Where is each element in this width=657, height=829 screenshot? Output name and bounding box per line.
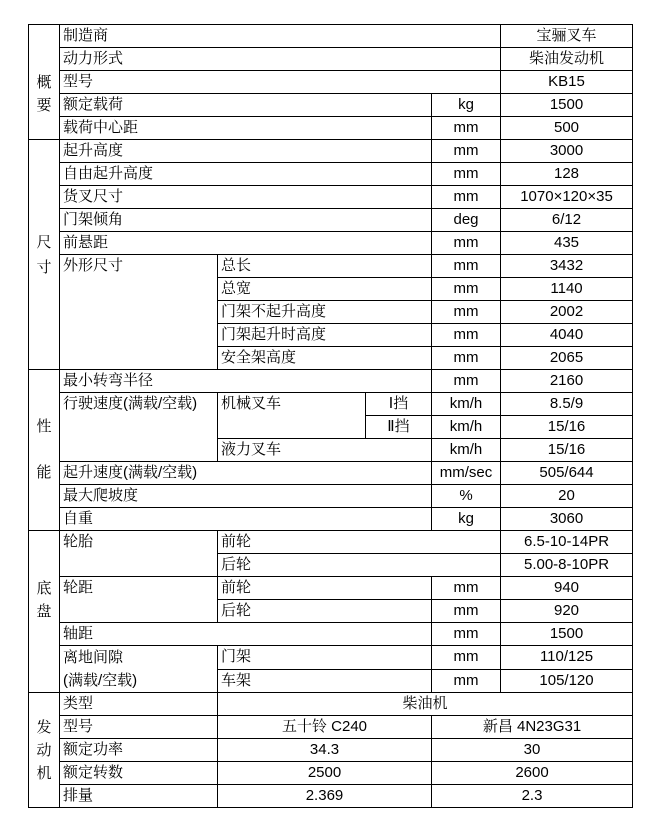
section-label-engine	[29, 693, 60, 808]
gradeability-unit: %	[432, 485, 501, 508]
free-lift-row	[29, 163, 633, 186]
rear-tread-value: 920	[501, 600, 633, 623]
lift-height-unit: mm	[432, 140, 501, 163]
overhead-guard-height-value: 2065	[501, 347, 633, 370]
clearance-frame-value: 105/120	[501, 669, 633, 693]
mast-tilt-row	[29, 209, 633, 232]
engine-type-label: 类型	[60, 693, 218, 716]
model-label: 型号	[60, 71, 501, 94]
overall-dimensions-label: 外形尺寸	[60, 255, 218, 370]
overall-length-label: 总长	[218, 255, 432, 278]
ground-clearance-subtitle: (满载/空载)	[63, 672, 138, 689]
rated-power-row	[29, 739, 633, 762]
model-row	[29, 71, 633, 94]
fork-size-row	[29, 186, 633, 209]
front-tread-label: 前轮	[218, 577, 432, 600]
mast-raised-height-value: 4040	[501, 324, 633, 347]
section-label-dimensions	[29, 140, 60, 370]
wheelbase-value: 1500	[501, 623, 633, 646]
section-label-text: 尺寸	[36, 233, 52, 276]
rated-power-label: 额定功率	[60, 739, 218, 762]
manufacturer-row	[29, 25, 633, 48]
clearance-mast-row	[29, 646, 633, 670]
wheelbase-label: 轴距	[60, 623, 432, 646]
travel-speed-label: 行驶速度(满载/空载)	[60, 393, 218, 462]
mast-lowered-height-value: 2002	[501, 301, 633, 324]
front-tread-value: 940	[501, 577, 633, 600]
tread-label: 轮距	[60, 577, 218, 623]
mast-tilt-label: 门架倾角	[60, 209, 432, 232]
rated-load-value: 1500	[501, 94, 633, 117]
front-overhang-value: 435	[501, 232, 633, 255]
clearance-mast-label: 门架	[218, 646, 432, 670]
mast-raised-height-unit: mm	[432, 324, 501, 347]
manufacturer-label: 制造商	[60, 25, 501, 48]
section-label-text: 发动机	[36, 718, 52, 782]
load-center-unit: mm	[432, 117, 501, 140]
travel-speed-gear1-row	[29, 393, 633, 416]
turning-radius-label: 最小转弯半径	[60, 370, 432, 393]
displacement-label: 排量	[60, 785, 218, 808]
load-center-row	[29, 117, 633, 140]
lift-height-value: 3000	[501, 140, 633, 163]
rated-power-value-1: 34.3	[218, 739, 432, 762]
turning-radius-value: 2160	[501, 370, 633, 393]
lift-height-row	[29, 140, 633, 163]
rear-tread-unit: mm	[432, 600, 501, 623]
free-lift-unit: mm	[432, 163, 501, 186]
gear1-value: 8.5/9	[501, 393, 633, 416]
engine-model-label: 型号	[60, 716, 218, 739]
rated-speed-value-2: 2600	[432, 762, 633, 785]
load-center-value: 500	[501, 117, 633, 140]
power-type-row	[29, 48, 633, 71]
displacement-value-2: 2.3	[432, 785, 633, 808]
lift-speed-label: 起升速度(满载/空载)	[60, 462, 432, 485]
rated-load-label: 额定载荷	[60, 94, 432, 117]
mast-lowered-height-label: 门架不起升高度	[218, 301, 432, 324]
turning-radius-unit: mm	[432, 370, 501, 393]
front-tire-row	[29, 531, 633, 554]
section-label-chassis	[29, 531, 60, 693]
front-tire-value: 6.5-10-14PR	[501, 531, 633, 554]
front-overhang-label: 前悬距	[60, 232, 432, 255]
fork-size-value: 1070×120×35	[501, 186, 633, 209]
spec-table-body	[29, 25, 633, 808]
manufacturer-value: 宝骊叉车	[501, 25, 633, 48]
rated-speed-label: 额定转数	[60, 762, 218, 785]
rated-load-unit: kg	[432, 94, 501, 117]
tires-label: 轮胎	[60, 531, 218, 577]
clearance-mast-value: 110/125	[501, 646, 633, 670]
wheelbase-row	[29, 623, 633, 646]
gradeability-label: 最大爬坡度	[60, 485, 432, 508]
gradeability-value: 20	[501, 485, 633, 508]
fork-size-unit: mm	[432, 186, 501, 209]
front-tire-label: 前轮	[218, 531, 501, 554]
lift-height-label: 起升高度	[60, 140, 432, 163]
overall-width-unit: mm	[432, 278, 501, 301]
clearance-mast-unit: mm	[432, 646, 501, 670]
load-center-label: 载荷中心距	[60, 117, 432, 140]
displacement-value-1: 2.369	[218, 785, 432, 808]
gradeability-row	[29, 485, 633, 508]
clearance-frame-label: 车架	[218, 669, 432, 693]
rated-speed-row	[29, 762, 633, 785]
rated-speed-value-1: 2500	[218, 762, 432, 785]
front-overhang-unit: mm	[432, 232, 501, 255]
gear2-label: Ⅱ挡	[366, 416, 432, 439]
mast-raised-height-label: 门架起升时高度	[218, 324, 432, 347]
overall-length-unit: mm	[432, 255, 501, 278]
mast-tilt-unit: deg	[432, 209, 501, 232]
forklift-spec-table	[28, 24, 633, 808]
weight-row	[29, 508, 633, 531]
mast-tilt-value: 6/12	[501, 209, 633, 232]
engine-type-row	[29, 693, 633, 716]
weight-unit: kg	[432, 508, 501, 531]
overhead-guard-height-label: 安全架高度	[218, 347, 432, 370]
rated-load-row	[29, 94, 633, 117]
gear2-unit: km/h	[432, 416, 501, 439]
hydraulic-value: 15/16	[501, 439, 633, 462]
lift-speed-value: 505/644	[501, 462, 633, 485]
overall-width-label: 总宽	[218, 278, 432, 301]
engine-model-value-2: 新昌 4N23G31	[432, 716, 633, 739]
overhead-guard-height-unit: mm	[432, 347, 501, 370]
engine-model-row	[29, 716, 633, 739]
gear2-value: 15/16	[501, 416, 633, 439]
front-tread-row	[29, 577, 633, 600]
mast-lowered-height-unit: mm	[432, 301, 501, 324]
hydraulic-unit: km/h	[432, 439, 501, 462]
power-type-value: 柴油发动机	[501, 48, 633, 71]
hydraulic-forklift-label: 液力叉车	[218, 439, 432, 462]
displacement-row	[29, 785, 633, 808]
section-label-overview	[29, 25, 60, 140]
section-label-performance	[29, 370, 60, 531]
rear-tire-value: 5.00-8-10PR	[501, 554, 633, 577]
turning-radius-row	[29, 370, 633, 393]
clearance-frame-unit: mm	[432, 669, 501, 693]
model-value: KB15	[501, 71, 633, 94]
lift-speed-row	[29, 462, 633, 485]
overall-width-value: 1140	[501, 278, 633, 301]
gear1-unit: km/h	[432, 393, 501, 416]
power-type-label: 动力形式	[60, 48, 501, 71]
front-tread-unit: mm	[432, 577, 501, 600]
engine-type-value: 柴油机	[218, 693, 633, 716]
section-label-text: 底盘	[36, 580, 52, 620]
weight-value: 3060	[501, 508, 633, 531]
gear1-label: Ⅰ挡	[366, 393, 432, 416]
ground-clearance-label	[60, 646, 218, 693]
free-lift-value: 128	[501, 163, 633, 186]
free-lift-label: 自由起升高度	[60, 163, 432, 186]
section-label-text: 性能	[36, 418, 52, 481]
ground-clearance-title: 离地间隙	[63, 649, 124, 666]
overall-length-row	[29, 255, 633, 278]
rated-power-value-2: 30	[432, 739, 633, 762]
engine-model-value-1: 五十铃 C240	[218, 716, 432, 739]
rear-tread-label: 后轮	[218, 600, 432, 623]
section-label-text: 概要	[36, 73, 52, 114]
mechanical-forklift-label: 机械叉车	[218, 393, 366, 439]
rear-tire-label: 后轮	[218, 554, 501, 577]
front-overhang-row	[29, 232, 633, 255]
wheelbase-unit: mm	[432, 623, 501, 646]
lift-speed-unit: mm/sec	[432, 462, 501, 485]
weight-label: 自重	[60, 508, 432, 531]
fork-size-label: 货叉尺寸	[60, 186, 432, 209]
overall-length-value: 3432	[501, 255, 633, 278]
